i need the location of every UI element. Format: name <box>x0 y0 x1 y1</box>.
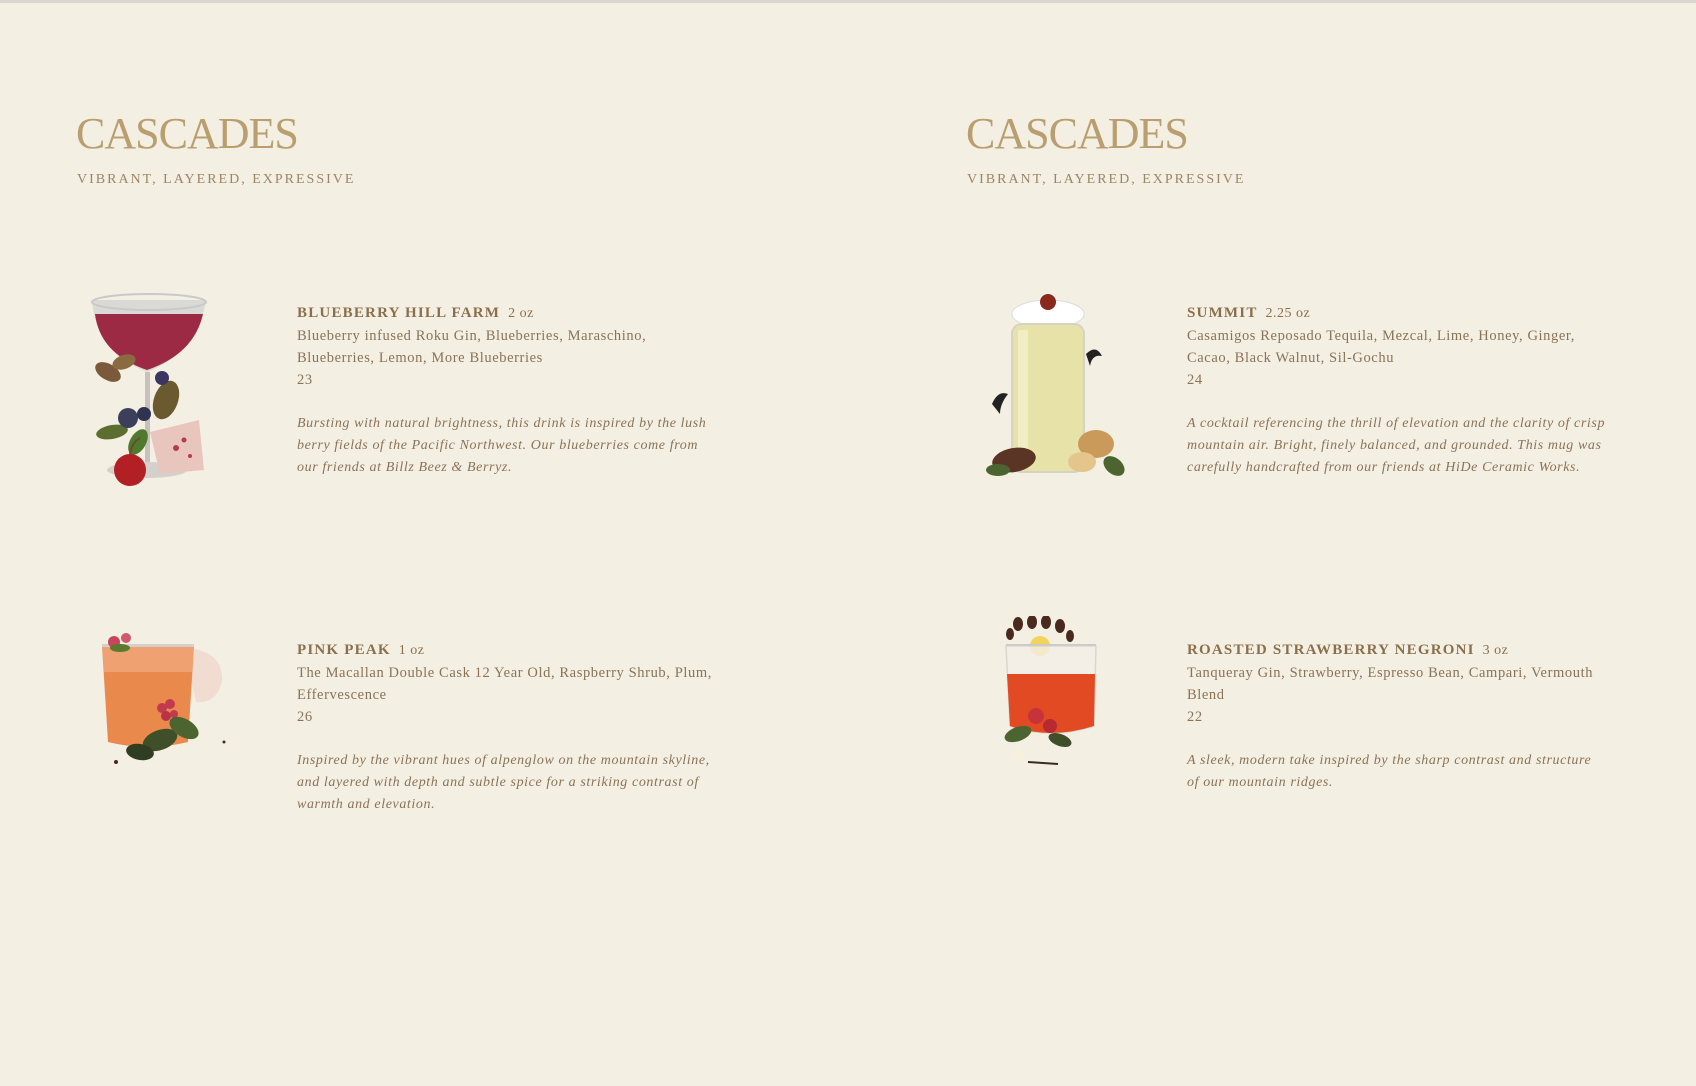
drink-description: A cocktail referencing the thrill of elevation and the clarity of crisp mountain air. Bright, finely balanced, and grounded. This mug was carefully handcrafted from our friends at HiDe Ceramic Works. <box>1187 416 1606 475</box>
drink-name: ROASTED STRAWBERRY NEGRONI <box>1187 642 1475 658</box>
drink-price: 22 <box>1187 709 1203 725</box>
drink-heading <box>297 639 717 662</box>
drink-amount: 1 oz <box>398 643 425 658</box>
drink-name: BLUEBERRY HILL FARM <box>297 305 501 321</box>
drink-price: 24 <box>1187 372 1203 388</box>
drink-heading <box>1187 302 1607 325</box>
drink-details <box>297 302 717 479</box>
drink-description: Inspired by the vibrant hues of alpenglow on the mountain skyline, and layered with depth and subtle spice for a striking contrast of warmth and elevation. <box>297 753 710 812</box>
section-title: CASCADES <box>76 109 298 158</box>
drink-amount: 3 oz <box>1482 643 1509 658</box>
drink-price: 23 <box>297 372 313 388</box>
drink-description: Bursting with natural brightness, this drink is inspired by the lush berry fields of the Pacific Northwest. Our blueberries come from our friends at Billz Beez & Berryz. <box>297 416 707 475</box>
drink-heading <box>297 302 717 325</box>
drink-name: SUMMIT <box>1187 305 1258 321</box>
drink-amount: 2.25 oz <box>1265 306 1311 321</box>
drink-ingredients: Tanqueray Gin, Strawberry, Espresso Bean, Campari, Vermouth Blend <box>1187 665 1594 703</box>
drink-amount: 2 oz <box>508 306 534 321</box>
section-subtitle: VIBRANT, LAYERED, EXPRESSIVE <box>967 172 1246 187</box>
drink-name: PINK PEAK <box>297 642 391 658</box>
section-subtitle: VIBRANT, LAYERED, EXPRESSIVE <box>77 172 356 187</box>
drink-price: 26 <box>297 709 313 725</box>
drink-details <box>1187 639 1607 794</box>
section-title: CASCADES <box>966 109 1188 158</box>
drink-ingredients: Casamigos Reposado Tequila, Mezcal, Lime, Honey, Ginger, Cacao, Black Walnut, Sil-Gochu <box>1187 328 1575 366</box>
drink-details <box>1187 302 1607 479</box>
drink-ingredients: Blueberry infused Roku Gin, Blueberries, Maraschino, Blueberries, Lemon, More Blueberries <box>297 328 647 366</box>
drink-details <box>297 639 717 816</box>
rocks-glass-illustration <box>92 632 232 777</box>
drink-ingredients: The Macallan Double Cask 12 Year Old, Raspberry Shrub, Plum, Effervescence <box>297 665 712 703</box>
highball-cocktail-illustration <box>978 294 1128 489</box>
drink-description: A sleek, modern take inspired by the sharp contrast and structure of our mountain ridges. <box>1187 753 1592 790</box>
menu-column-right <box>848 0 1696 1086</box>
coupe-cocktail-illustration <box>84 292 214 492</box>
drink-heading <box>1187 639 1607 662</box>
negroni-illustration <box>988 616 1108 774</box>
